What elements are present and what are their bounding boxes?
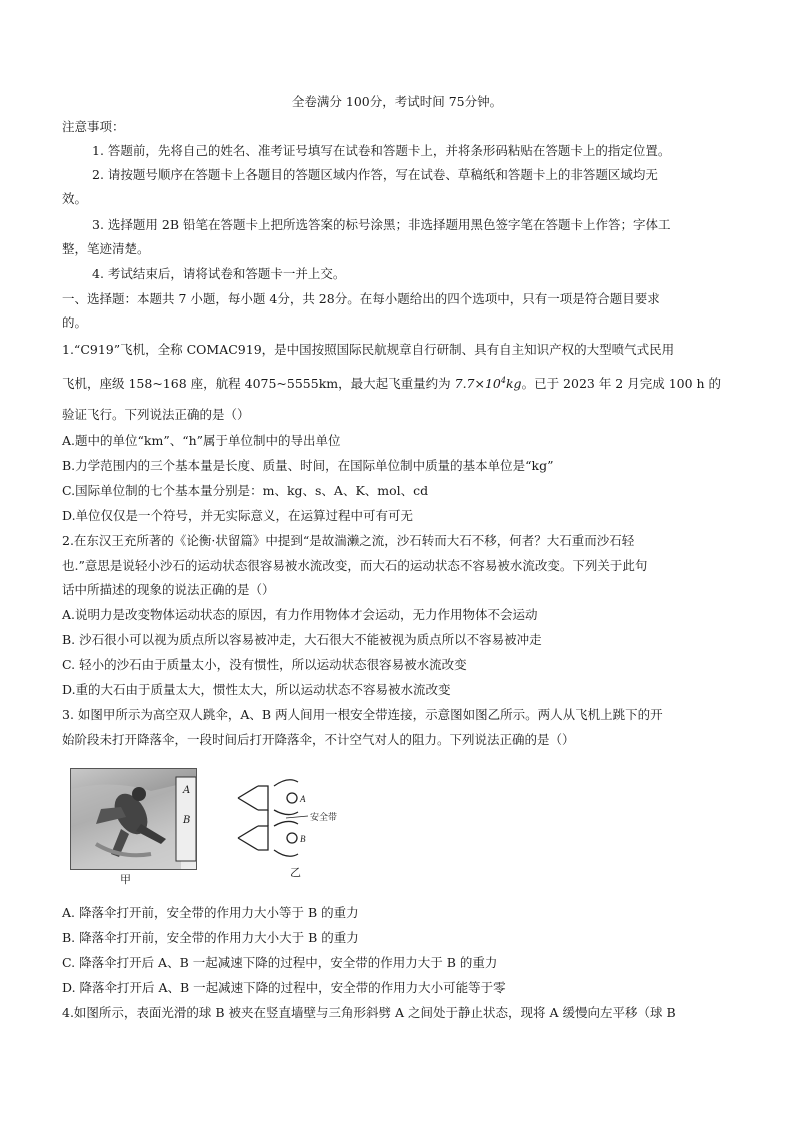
diagram-caption: 乙 [290,866,301,879]
skydiving-photo [70,768,197,870]
q1-option-a: A.题中的单位“km”、“h”属于单位制中的导出单位 [62,433,341,448]
exam-info: 全卷满分 100分，考试时间 75分钟。 [291,94,503,109]
q1-stem-tail: 。已于 2023 年 2 月完成 100 h 的 [521,376,722,392]
q1-mass-base: 7.7×10 [454,376,501,392]
q3-figures [70,768,370,898]
notice-item-4: 4. 考试结束后，请将试卷和答题卡一并上交。 [92,266,346,281]
notice-item-3: 3. 选择题用 2B 铅笔在答题卡上把所选答案的标号涂黑；非选择题用黑色签字笔在答题卡上作答；字体工 [92,217,671,232]
q1-option-d: D.单位仅仅是一个符号，并无实际意义，在运算过程中可有可无 [62,508,414,523]
skydivers-illustration [71,769,196,869]
diagram-strap-label: 安全带 [310,813,338,823]
q2-option-a: A.说明力是改变物体运动状态的原因，有力作用物体才会运动，无力作用物体不会运动 [62,607,538,622]
q2-stem-line-1: 2.在东汉王充所著的《论衡·状留篇》中提到“是故湍濑之流，沙石转而大石不移，何者？大石重而沙石轻 [62,533,635,548]
notice-item-3-cont: 整，笔迹清楚。 [62,241,150,256]
q3-option-a: A. 降落伞打开前，安全带的作用力大小等于 B 的重力 [62,905,359,920]
q3-option-d: D. 降落伞打开后 A、B 一起减速下降的过程中，安全带的作用力大小可能等于零 [62,980,506,995]
q1-option-b: B.力学范围内的三个基本量是长度、质量、时间，在国际单位制中质量的基本单位是“kg” [62,458,554,473]
q1-stem-line-1: 1.“C919”飞机，全称 COMAC919，是中国按照国际民航规章自行研制、具有自主知识产权的大型喷气式民用 [62,342,675,357]
q1-mass-exponent: 4 [500,376,506,385]
diagram-label-a: A [300,794,306,804]
q3-stem-line-1: 3. 如图甲所示为高空双人跳伞，A、B 两人间用一根安全带连接，示意图如图乙所示。两人从飞机上跳下的开 [62,707,663,722]
notice-item-2-cont: 效。 [62,191,88,206]
notice-title: 注意事项： [62,119,125,134]
q4-stem-line-1: 4.如图所示，表面光滑的球 B 被夹在竖直墙壁与三角形斜劈 A 之间处于静止状态，现将 A 缓慢向左平移（球 B [62,1005,676,1020]
harness-diagram [228,768,368,888]
photo-label-b: B [183,815,191,826]
q3-option-b: B. 降落伞打开前，安全带的作用力大小大于 B 的重力 [62,930,359,945]
section-heading: 一、选择题：本题共 7 小题，每小题 4分，共 28分。在每小题给出的四个选项中，只有一项是符合题目要求 [62,291,660,306]
q3-option-c: C. 降落伞打开后 A、B 一起减速下降的过程中，安全带的作用力大于 B 的重力 [62,955,498,970]
photo-label-a: A [183,785,191,796]
q2-option-d: D.重的大石由于质量太大，惯性太大，所以运动状态不容易被水流改变 [62,682,451,697]
q1-stem-text: 飞机，座级 158~168 座，航程 4075~5555km，最大起飞重量约为 [62,376,455,392]
notice-item-2: 2. 请按题号顺序在答题卡上各题目的答题区域内作答，写在试卷、草稿纸和答题卡上的非答题区域均无 [92,167,658,182]
q1-option-c: C.国际单位制的七个基本量分别是：m、kg、s、A、K、mol、cd [62,483,429,498]
q2-option-c: C. 轻小的沙石由于质量太小，没有惯性，所以运动状态很容易被水流改变 [62,657,467,672]
notice-item-1: 1. 答题前，先将自己的姓名、准考证号填写在试卷和答题卡上，并将条形码粘贴在答题卡上的指定位置。 [92,143,671,158]
q1-stem-line-3: 验证飞行。下列说法正确的是（） [62,407,250,422]
q1-mass-unit: kg [505,376,522,392]
photo-caption: 甲 [120,873,131,886]
q2-option-b: B. 沙石很小可以视为质点所以容易被冲走，大石很大不能被视为质点所以不容易被冲走 [62,632,542,647]
q2-stem-line-2: 也.”意思是说轻小沙石的运动状态很容易被水流改变，而大石的运动状态不容易被水流改变。下列关于此句 [62,558,648,573]
diagram-label-b: B [300,834,306,844]
q3-stem-line-2: 始阶段未打开降落伞，一段时间后打开降落伞，不计空气对人的阻力。下列说法正确的是（） [62,732,575,747]
q1-stem-line-2 [62,372,721,393]
q2-stem-line-3: 话中所描述的现象的说法正确的是（） [62,582,275,597]
section-heading-cont: 的。 [62,315,88,330]
q1-mass-value [455,376,522,391]
